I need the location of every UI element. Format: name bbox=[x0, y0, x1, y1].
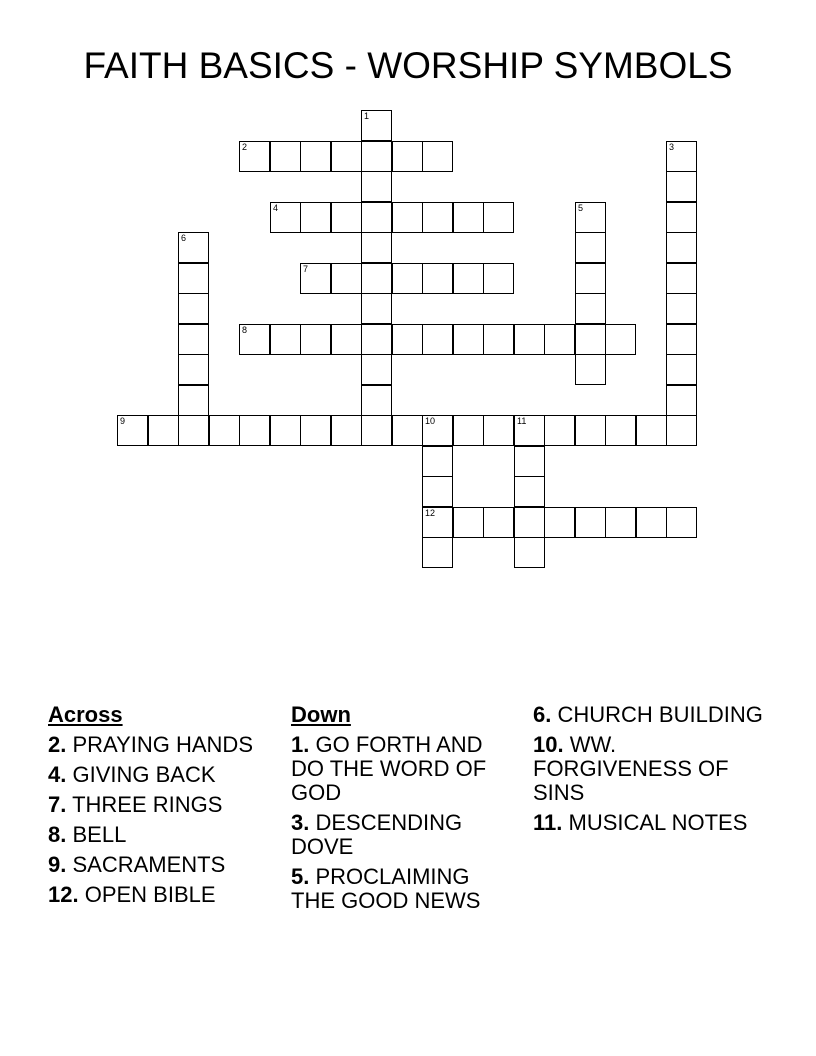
clue-across-2: 2. PRAYING HANDS bbox=[48, 732, 253, 757]
grid-cell[interactable] bbox=[544, 507, 575, 538]
grid-cell[interactable] bbox=[392, 141, 423, 172]
grid-cell[interactable] bbox=[361, 415, 392, 446]
grid-cell[interactable] bbox=[514, 507, 545, 538]
grid-cell[interactable] bbox=[422, 202, 453, 233]
cell-number: 9 bbox=[120, 416, 126, 426]
grid-cell[interactable] bbox=[514, 415, 545, 446]
cell-number: 8 bbox=[242, 325, 248, 335]
clue-down-10: 10. WW. FORGIVENESS OF SINS bbox=[533, 732, 729, 805]
grid-cell[interactable] bbox=[331, 202, 362, 233]
grid-cell[interactable] bbox=[666, 263, 697, 294]
grid-cell[interactable] bbox=[575, 263, 606, 294]
grid-cell[interactable] bbox=[178, 354, 209, 385]
clue-across-7: 7. THREE RINGS bbox=[48, 792, 223, 817]
grid-cell[interactable] bbox=[666, 293, 697, 324]
grid-cell[interactable] bbox=[178, 385, 209, 416]
grid-cell[interactable] bbox=[666, 354, 697, 385]
grid-cell[interactable] bbox=[361, 354, 392, 385]
grid-cell[interactable] bbox=[666, 202, 697, 233]
grid-cell[interactable] bbox=[514, 537, 545, 568]
grid-cell[interactable] bbox=[361, 324, 392, 355]
clue-across-12: 12. OPEN BIBLE bbox=[48, 882, 216, 907]
grid-cell[interactable] bbox=[605, 507, 636, 538]
grid-cell[interactable] bbox=[575, 232, 606, 263]
grid-cell[interactable] bbox=[422, 415, 453, 446]
grid-cell[interactable] bbox=[178, 293, 209, 324]
grid-cell[interactable] bbox=[331, 415, 362, 446]
grid-cell[interactable] bbox=[209, 415, 240, 446]
grid-cell[interactable] bbox=[270, 202, 301, 233]
cell-number: 2 bbox=[242, 142, 248, 152]
grid-cell[interactable] bbox=[544, 415, 575, 446]
grid-cell[interactable] bbox=[300, 324, 331, 355]
across-heading: Across bbox=[48, 702, 123, 727]
cell-number: 6 bbox=[181, 233, 187, 243]
grid-cell[interactable] bbox=[392, 263, 423, 294]
grid-cell[interactable] bbox=[300, 141, 331, 172]
clue-down-11: 11. MUSICAL NOTES bbox=[533, 810, 748, 835]
clue-across-9: 9. SACRAMENTS bbox=[48, 852, 226, 877]
grid-cell[interactable] bbox=[178, 324, 209, 355]
grid-cell[interactable] bbox=[422, 537, 453, 568]
grid-cell[interactable] bbox=[575, 293, 606, 324]
grid-cell[interactable] bbox=[453, 202, 484, 233]
grid-cell[interactable] bbox=[514, 476, 545, 507]
grid-cell[interactable] bbox=[666, 232, 697, 263]
grid-cell[interactable] bbox=[422, 476, 453, 507]
grid-cell[interactable] bbox=[392, 324, 423, 355]
grid-cell[interactable] bbox=[453, 415, 484, 446]
clue-down-3: 3. DESCENDING DOVE bbox=[291, 810, 463, 859]
grid-cell[interactable] bbox=[361, 293, 392, 324]
cell-number: 12 bbox=[425, 508, 436, 518]
grid-cell[interactable] bbox=[483, 507, 514, 538]
down-clues bbox=[291, 703, 516, 919]
cell-number: 1 bbox=[364, 111, 370, 121]
grid-cell[interactable] bbox=[361, 385, 392, 416]
cell-number: 5 bbox=[578, 203, 584, 213]
grid-cell[interactable] bbox=[666, 385, 697, 416]
grid-cell[interactable] bbox=[453, 507, 484, 538]
grid-cell[interactable] bbox=[148, 415, 179, 446]
clue-across-4: 4. GIVING BACK bbox=[48, 762, 216, 787]
grid-cell[interactable] bbox=[300, 202, 331, 233]
grid-cell[interactable] bbox=[666, 141, 697, 172]
grid-cell[interactable] bbox=[636, 507, 667, 538]
grid-cell[interactable] bbox=[117, 415, 148, 446]
grid-cell[interactable] bbox=[270, 324, 301, 355]
grid-cell[interactable] bbox=[422, 446, 453, 477]
grid-cell[interactable] bbox=[361, 171, 392, 202]
grid-cell[interactable] bbox=[361, 110, 392, 141]
grid-cell[interactable] bbox=[178, 415, 209, 446]
grid-cell[interactable] bbox=[422, 324, 453, 355]
down-clues-continued bbox=[533, 703, 763, 841]
grid-cell[interactable] bbox=[331, 324, 362, 355]
across-clues bbox=[48, 703, 280, 913]
grid-cell[interactable] bbox=[422, 507, 453, 538]
grid-cell[interactable] bbox=[514, 324, 545, 355]
grid-cell[interactable] bbox=[361, 232, 392, 263]
grid-cell[interactable] bbox=[453, 263, 484, 294]
cell-number: 7 bbox=[303, 264, 309, 274]
clue-down-6: 6. CHURCH BUILDING bbox=[533, 702, 763, 727]
grid-cell[interactable] bbox=[361, 202, 392, 233]
grid-cell[interactable] bbox=[575, 415, 606, 446]
clue-across-8: 8. BELL bbox=[48, 822, 127, 847]
grid-cell[interactable] bbox=[483, 324, 514, 355]
grid-cell[interactable] bbox=[575, 354, 606, 385]
grid-cell[interactable] bbox=[178, 263, 209, 294]
grid-cell[interactable] bbox=[239, 324, 270, 355]
cell-number: 3 bbox=[669, 142, 675, 152]
cell-number: 4 bbox=[273, 203, 279, 213]
grid-cell[interactable] bbox=[422, 141, 453, 172]
grid-cell[interactable] bbox=[422, 263, 453, 294]
clue-down-1: 1. GO FORTH AND DO THE WORD OF GOD bbox=[291, 732, 487, 805]
grid-cell[interactable] bbox=[270, 415, 301, 446]
cell-number: 10 bbox=[425, 416, 436, 426]
grid-cell[interactable] bbox=[453, 324, 484, 355]
grid-cell[interactable] bbox=[270, 141, 301, 172]
grid-cell[interactable] bbox=[666, 324, 697, 355]
grid-cell[interactable] bbox=[666, 171, 697, 202]
grid-cell[interactable] bbox=[636, 415, 667, 446]
cell-number: 11 bbox=[517, 416, 527, 426]
grid-cell[interactable] bbox=[392, 415, 423, 446]
grid-cell[interactable] bbox=[361, 263, 392, 294]
grid-cell[interactable] bbox=[514, 446, 545, 477]
grid-cell[interactable] bbox=[575, 507, 606, 538]
grid-cell[interactable] bbox=[392, 202, 423, 233]
grid-cell[interactable] bbox=[300, 263, 331, 294]
grid-cell[interactable] bbox=[605, 415, 636, 446]
grid-cell[interactable] bbox=[239, 415, 270, 446]
grid-cell[interactable] bbox=[483, 415, 514, 446]
grid-cell[interactable] bbox=[361, 141, 392, 172]
page-title: FAITH BASICS - WORSHIP SYMBOLS bbox=[83, 45, 733, 86]
grid-cell[interactable] bbox=[483, 202, 514, 233]
grid-cell[interactable] bbox=[178, 232, 209, 263]
grid-cell[interactable] bbox=[300, 415, 331, 446]
down-heading: Down bbox=[291, 702, 351, 727]
grid-cell[interactable] bbox=[331, 263, 362, 294]
grid-cell[interactable] bbox=[666, 415, 697, 446]
grid-cell[interactable] bbox=[575, 202, 606, 233]
clue-down-5: 5. PROCLAIMING THE GOOD NEWS bbox=[291, 864, 481, 913]
grid-cell[interactable] bbox=[483, 263, 514, 294]
grid-cell[interactable] bbox=[544, 324, 575, 355]
grid-cell[interactable] bbox=[239, 141, 270, 172]
grid-cell[interactable] bbox=[605, 324, 636, 355]
grid-cell[interactable] bbox=[575, 324, 606, 355]
grid-cell[interactable] bbox=[331, 141, 362, 172]
grid-cell[interactable] bbox=[666, 507, 697, 538]
